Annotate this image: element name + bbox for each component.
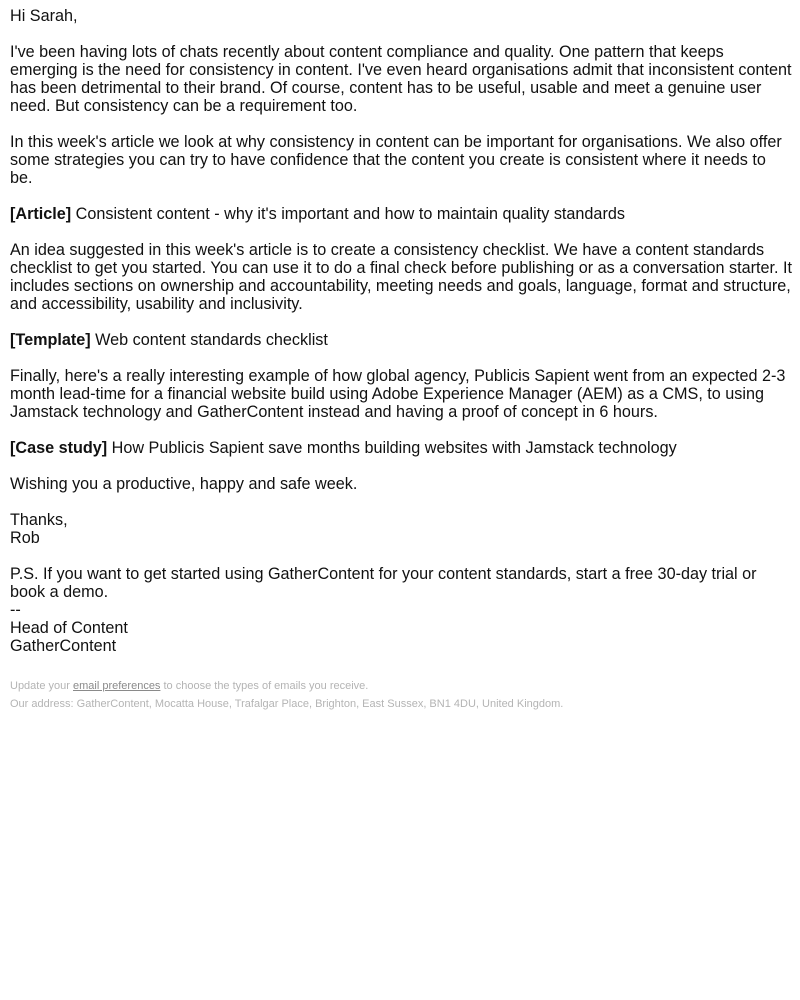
article-title[interactable]: Consistent content - why it's important and how to maintain quality standards [75,205,625,223]
greeting: Hi Sarah, [10,7,78,25]
sender-name: Rob [10,529,40,547]
template-title[interactable]: Web content standards checklist [95,331,328,349]
article-link[interactable] [10,205,792,223]
case-study-link[interactable] [10,439,792,457]
article-intro-paragraph: In this week's article we look at why consistency in content can be important for organisations. We also offer some strategies you can try to have confidence that the content you create is consistent where it needs to be. [10,133,782,187]
preferences-prefix: Update your [10,680,70,692]
signature-company: GatherContent [10,637,117,655]
case-study-tag: [Case study] [10,439,108,457]
case-study-paragraph: Finally, here's a really interesting example of how global agency, Publicis Sapient went from an expected 2-3 month lead-time for a financial website build using Adobe Experience Manager (AEM) as a CMS, to using Jamstack technology and GatherContent instead and having a proof of concept in 6 hours. [10,367,786,421]
checklist-paragraph: An idea suggested in this week's article is to create a consistency checklist. We have a content standards checklist to get you started. You can use it to do a final check before publishing or as a conversation starter. It includes sections on ownership and accountability, meeting needs and goals, language, format and structure, and accessibility, usability and inclusivity. [10,241,792,313]
email-body [10,7,792,655]
intro-paragraph: I've been having lots of chats recently about content compliance and quality. One pattern that keeps emerging is the need for consistency in content. I've even heard organisations admit that inconsistent content has been detrimental to their brand. Of course, content has to be useful, usable and meet a genuine user need. But consistency can be a requirement too. [10,43,792,115]
email-preferences-link[interactable]: email preferences [73,680,161,692]
email-footer [10,677,792,713]
company-address: Our address: GatherContent, Mocatta House, Trafalgar Place, Brighton, East Sussex, BN1 4DU, United Kingdom. [10,698,564,710]
wish-line: Wishing you a productive, happy and safe week. [10,475,358,493]
preferences-suffix: to choose the types of emails you receive. [163,680,369,692]
preferences-line [10,677,792,695]
template-link[interactable] [10,331,792,349]
signature-separator: -- [10,601,21,619]
signoff: Thanks, [10,511,68,529]
template-tag: [Template] [10,331,91,349]
ps-paragraph: P.S. If you want to get started using GatherContent for your content standards, start a free 30-day trial or book a demo. [10,565,757,601]
signature-role: Head of Content [10,619,128,637]
case-study-title[interactable]: How Publicis Sapient save months building websites with Jamstack technology [111,439,677,457]
article-tag: [Article] [10,205,72,223]
